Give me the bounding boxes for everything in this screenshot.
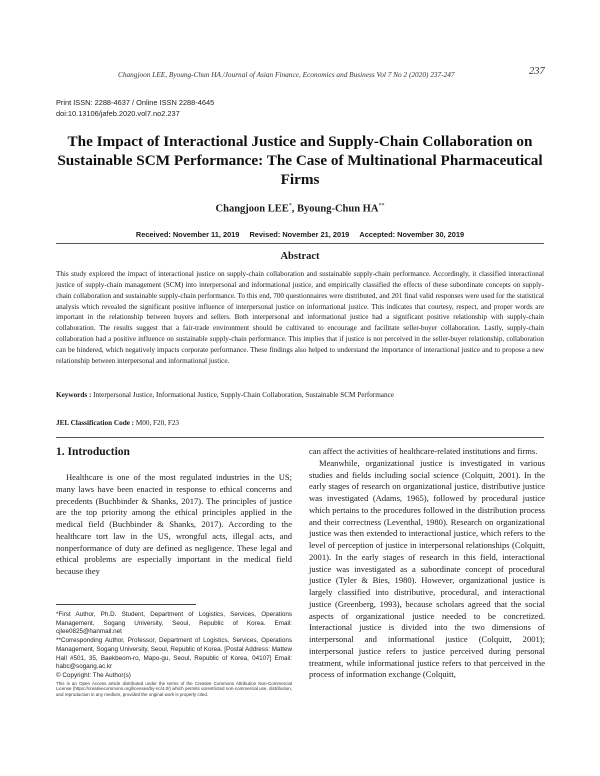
abstract-top-divider: [56, 243, 544, 244]
article-dates: [0, 230, 600, 239]
jel-text: M00, F20, F23: [134, 419, 180, 427]
keywords-label: Keywords :: [56, 391, 92, 399]
issn-line: Print ISSN: 2288-4637 / Online ISSN 2288-4645: [56, 98, 215, 107]
abstract-bottom-divider: [56, 437, 544, 438]
doi-line[interactable]: doi:10.13106/jafeb.2020.vol7.no2.237: [56, 108, 180, 118]
author-separator: ,: [291, 203, 298, 215]
footnotes: [56, 611, 292, 698]
section-heading-introduction: 1. Introduction: [56, 446, 130, 458]
jel-label: JEL Classification Code :: [56, 419, 135, 427]
publication-info: [56, 98, 214, 119]
left-column: [56, 446, 292, 578]
page-number: 237: [529, 66, 545, 77]
license-notice: This is an Open Access article distributed under the terms of the Creative Commons Attribution Non-Commercial License (https://creativecommons.org/licenses/by-nc/4.0/) which permits unrestricted non-commercial use, distribution, and reproduction in any medium, provided the original work is properly cited.: [56, 680, 292, 698]
author-1: Changjoon LEE: [215, 203, 289, 215]
running-header: Changjoon LEE, Byoung-Chun HA /Journal of Asian Finance, Economics and Business Vol 7 No 2 (2020) 237-247: [118, 70, 455, 79]
revised-date: Revised: November 21, 2019: [249, 230, 350, 239]
abstract-heading: Abstract: [280, 251, 320, 262]
author-1-mark: *: [288, 203, 292, 209]
intro-paragraph-1-continued: can affect the activities of healthcare-related institutions and firms.: [309, 446, 538, 456]
title-line-2: Sustainable SCM Performance: The Case of Multinational Pharmaceutical: [57, 152, 543, 169]
title-line-3: Firms: [280, 171, 320, 188]
author-2: Byoung-Chun HA: [297, 203, 379, 215]
accepted-date: Accepted: November 30, 2019: [359, 230, 465, 239]
abstract-text: This study explored the impact of interactional justice on supply-chain collaboration and sustainable supply-chain performance. Accordingly, it classified interactional justice of supply-chain management (SCM) into interpersonal and informational justice, and empirically classified the effects of these subordinate concepts on supply-chain collaboration and sustainable supply-chain performance. To this end, 700 questionnaires were distributed, and 201 final valid responses were used for the statistical analysis which revealed the significant positive influence of interpersonal justice on informational justice. This indicates that courtesy, respect, and proper words are important in the relationship between buyers and sellers. Both interpersonal and informational justice had a significant positive relationship with supply-chain collaboration. The results suggest that a fair-trade environment should be cultivated to encourage and facilitate seller-buyer collaboration. Lastly, supply-chain collaboration had a positive influence on sustainable supply-chain performance. This implies that if justice is not perceived in the seller-buyer relationship, collaboration can be hindered, which negatively impacts corporate performance. These findings also helped to understand the importance of interactional justice and to propose a new relationship between interpersonal and informational justice.: [56, 270, 544, 365]
intro-paragraph-2: Meanwhile, organizational justice is investigated in various studies and fields including social science (Colquitt, 2001). In the early stages of research on organizational justice, distributive justice was investigated (Adams, 1965), followed by procedural justice which pertains to the procedures followed in the distribution process and their correctness (Leventhal, 1980). Research on organizational justice was then extended to interactional justice, which refers to the level of perception of justice in interpersonal relationships (Colquitt, 2001). In the early stages of research in this field, interactional justice was investigated as a subordinate concept of procedural justice (Tyler & Bies, 1980). However, organizational justice is largely classified into distributive, procedural, and interactional justice (Greenberg, 1993), because scholars agreed that the social aspects of organizational justice needed to be concretized. Interactional justice is divided into the two dimensions of interpersonal and informational justice (Colquitt, 2001); interpersonal justice refers to justice perceived during personal treatment, while informational justice refers to that perceived in the process of information exchange (Colquitt,: [309, 457, 545, 680]
footnote-corresponding-author: **Corresponding Author, Professor, Department of Logistics, Services, Operations Management, Sogang University, Seoul, Republic of Korea. [Postal Address: Mattew Hall #501, 35, Baekbeom-ro, Mapo-gu, Seoul, Republic of Korea, 04107] Email: habc@sogang.ac.kr: [56, 637, 292, 671]
author-list: [0, 203, 600, 215]
article-title: [50, 132, 550, 189]
right-column: [309, 446, 545, 681]
footnote-first-author: *First Author, Ph.D. Student, Department of Logistics, Services, Operations Management, Sogang University, Seoul, Republic of Korea. Email: cjlee0825@hanmail.net: [56, 611, 292, 636]
title-line-1: The Impact of Interactional Justice and Supply-Chain Collaboration on: [67, 133, 533, 150]
copyright-notice: © Copyright: The Author(s): [56, 671, 131, 679]
footnote-divider: [56, 604, 196, 605]
received-date: Received: November 11, 2019: [135, 230, 240, 239]
jel-codes: [56, 418, 544, 428]
author-2-mark: **: [378, 203, 385, 209]
keywords: [56, 390, 544, 400]
keywords-text: Interpersonal Justice, Informational Justice, Supply-Chain Collaboration, Sustainable SCM Performance: [91, 391, 394, 399]
intro-paragraph-1: Healthcare is one of the most regulated industries in the US; many laws have been enacted in response to ethical concerns and precedents (Buchbinder & Shanks, 2017). The principles of justice are the top priority among the ethical principles applied in the medical field (Buchbinder & Shanks, 2017). According to the healthcare tort law in the US, wrongful acts, illegal acts, and nonperformance of duty are defined as negligence. These legal and ethical problems are especially important in the medical field because they: [56, 472, 292, 576]
